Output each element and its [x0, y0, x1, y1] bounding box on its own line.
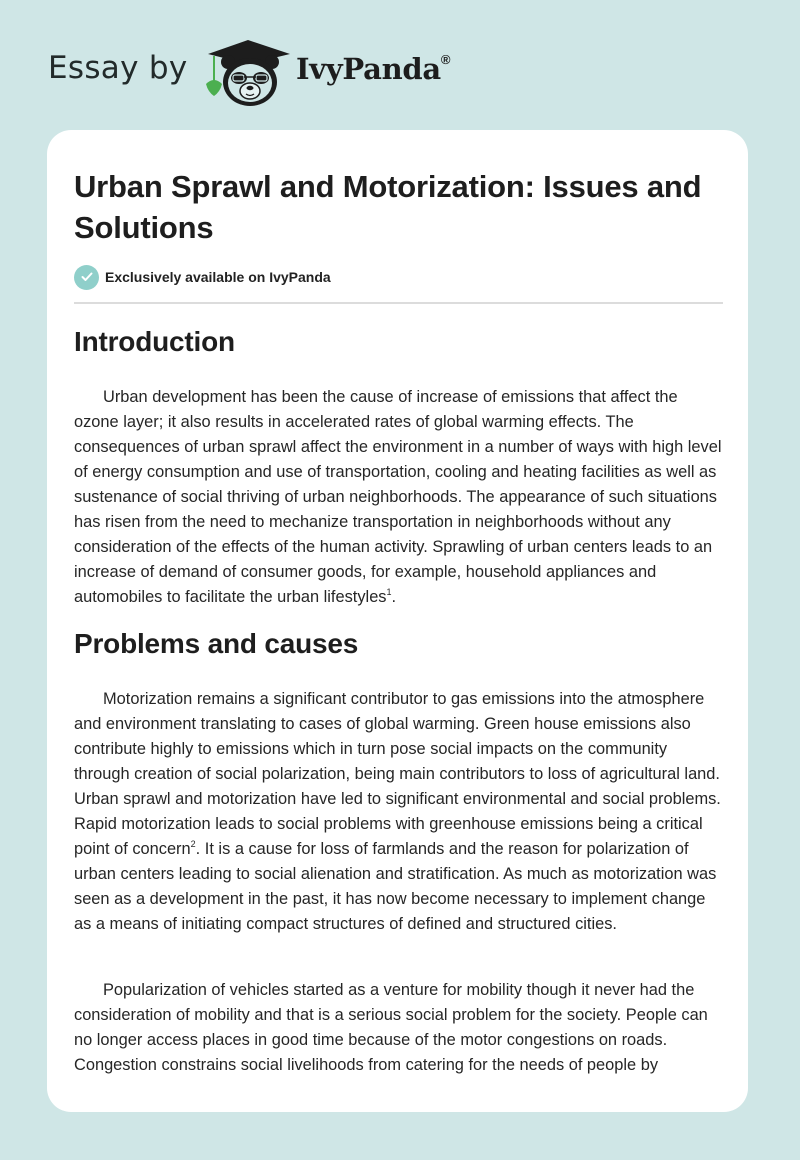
- site-header: [0, 0, 800, 130]
- title-divider: [74, 302, 723, 304]
- footnote-ref-2[interactable]: 2: [190, 839, 196, 849]
- exclusive-badge: [74, 264, 331, 290]
- essay-by-label: Essay by: [48, 50, 188, 86]
- paragraph-text: Urban development has been the cause of increase of emissions that affect the ozone layer; it also results in accelerated rates of global warming effects. The consequences of urban sprawl affect the environment in a number of ways with high level of energy consumption and use of transportation, cooling and heating facilities as well as sustenance of social thriving of urban neighborhoods. The appearance of such situations has risen from the need to mechanize transportation in neighborhoods without any consideration of the effects of the human activity. Sprawling of urban centers leads to an increase of demand of consumer goods, for example, household appliances and automobiles to facilitate the urban lifestyles: [74, 388, 722, 606]
- paragraph-introduction-1: [74, 385, 726, 610]
- registered-mark: ®: [440, 52, 451, 67]
- paragraph-tail: . It is a cause for loss of farmlands and the reason for polarization of urban centers leading to social alienation and stratification. As much as motorization was seen as a development in the past, it has now become necessary to implement change as a means of initiating compact structures of defined and structured cities.: [74, 840, 717, 933]
- paragraph-tail: .: [391, 588, 397, 606]
- badge-text: Exclusively available on IvyPanda: [105, 269, 331, 285]
- brand-text: IvyPanda: [296, 52, 441, 86]
- essay-title: Urban Sprawl and Motorization: Issues and Solutions: [74, 169, 702, 245]
- section-heading-introduction: Introduction: [74, 326, 235, 357]
- check-circle-icon: [74, 265, 99, 290]
- footnote-ref-1[interactable]: 1: [386, 587, 392, 597]
- section-heading-problems: Problems and causes: [74, 628, 359, 659]
- panda-graduate-logo-icon[interactable]: [202, 36, 294, 108]
- paragraph-text: Motorization remains a significant contributor to gas emissions into the atmosphere and environment translating to cases of global warming. Green house emissions also contribute highly to emissions which in turn pose social impacts on the community through creation of social polarization, being main contributors to loss of agricultural land. Urban sprawl and motorization have led to significant environmental and social problems. Rapid motorization leads to social problems with greenhouse emissions being a critical point of concern: [74, 690, 721, 858]
- paragraph-problems-2: [74, 978, 726, 1078]
- paragraph-text: Popularization of vehicles started as a venture for mobility though it never had the consideration of mobility and that is a serious social problem for the society. People can no longer access places in good time because of the motor congestions on roads. Congestion constrains social livelihoods from catering for the needs of people by: [74, 981, 708, 1074]
- brand-name[interactable]: [296, 52, 450, 86]
- paragraph-problems-1: [74, 687, 726, 937]
- essay-card: [47, 130, 748, 1112]
